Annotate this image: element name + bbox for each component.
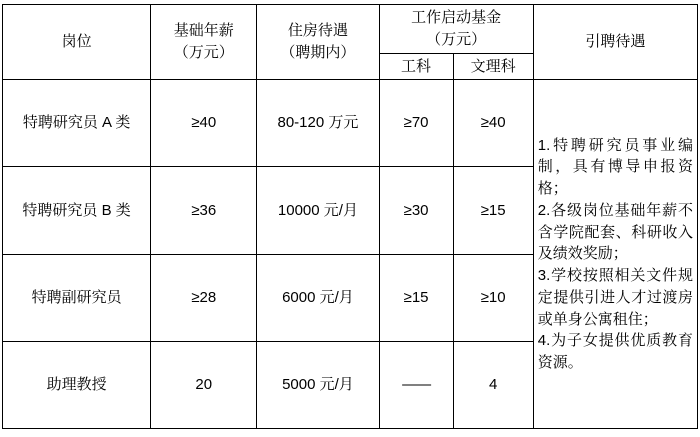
cell-base-salary: 20 xyxy=(151,341,257,428)
salary-table-document xyxy=(0,4,700,437)
treatment-note-3: 3.学校按照相关文件规定提供引进人才过渡房或单身公寓租住； xyxy=(537,267,693,328)
cell-liberal-science: ≥15 xyxy=(453,167,533,254)
header-housing xyxy=(257,5,379,80)
header-base-salary xyxy=(151,5,257,80)
cell-engineering: ≥30 xyxy=(379,167,453,254)
cell-housing: 10000 元/月 xyxy=(257,167,379,254)
header-base-salary-line1: 基础年薪 xyxy=(173,22,234,40)
cell-liberal-science: 4 xyxy=(453,341,533,428)
cell-post: 特聘研究员 A 类 xyxy=(3,80,151,167)
header-startup-fund-line2: （万元） xyxy=(426,30,487,48)
cell-engineering: ≥70 xyxy=(379,80,453,167)
salary-table xyxy=(2,4,698,429)
header-housing-line2: （聘期内） xyxy=(280,44,356,62)
header-recruit-treatment: 引聘待遇 xyxy=(533,5,697,80)
header-engineering: 工科 xyxy=(379,53,453,80)
header-liberal-science: 文理科 xyxy=(453,53,533,80)
cell-housing: 80-120 万元 xyxy=(257,80,379,167)
treatment-note-4: 4.为子女提供优质教育资源。 xyxy=(537,332,693,371)
cell-post: 特聘副研究员 xyxy=(3,254,151,341)
table-header xyxy=(3,5,698,80)
cell-base-salary: ≥36 xyxy=(151,167,257,254)
cell-engineering: —— xyxy=(379,341,453,428)
treatment-note-2: 2.各级岗位基础年薪不含学院配套、科研收入及绩效奖励； xyxy=(537,201,693,263)
treatment-note-1: 1.特聘研究员事业编制，具有博导申报资格； xyxy=(537,136,693,197)
header-housing-line1: 住房待遇 xyxy=(287,22,348,40)
cell-liberal-science: ≥10 xyxy=(453,254,533,341)
table-header-row-1 xyxy=(3,5,698,54)
header-startup-fund-line1: 工作启动基金 xyxy=(411,9,502,26)
header-startup-fund xyxy=(379,5,533,54)
cell-base-salary: ≥28 xyxy=(151,254,257,341)
cell-recruit-treatment xyxy=(533,80,697,429)
table-row xyxy=(3,80,698,167)
header-base-salary-line2: （万元） xyxy=(173,44,234,62)
cell-housing: 6000 元/月 xyxy=(257,254,379,341)
cell-engineering: ≥15 xyxy=(379,254,453,341)
cell-liberal-science: ≥40 xyxy=(453,80,533,167)
cell-base-salary: ≥40 xyxy=(151,80,257,167)
cell-housing: 5000 元/月 xyxy=(257,341,379,428)
table-body xyxy=(3,80,698,429)
header-post: 岗位 xyxy=(3,5,151,80)
cell-post: 特聘研究员 B 类 xyxy=(3,167,151,254)
cell-post: 助理教授 xyxy=(3,341,151,428)
